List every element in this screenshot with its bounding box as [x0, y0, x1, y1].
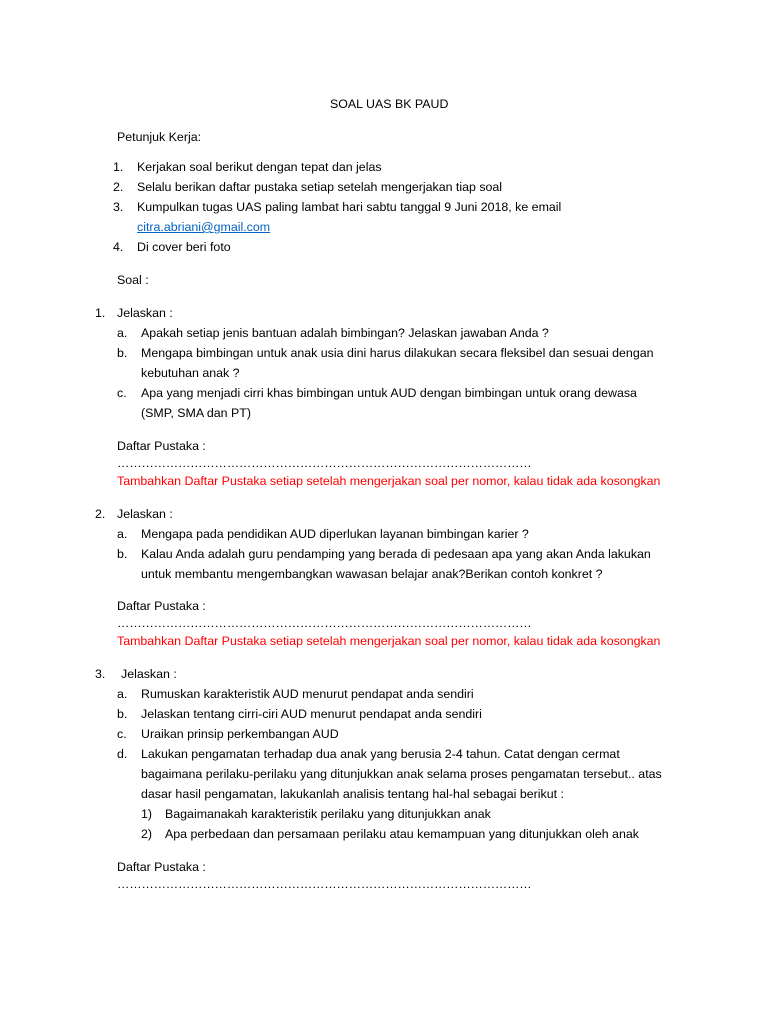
q2-a-letter: a. — [117, 527, 128, 541]
q3-a-letter: a. — [117, 687, 128, 701]
q1-b-line-1: Mengapa bimbingan untuk anak usia dini harus dilakukan secara fleksibel dan sesuai dengan — [141, 346, 654, 360]
q2-daftar-label: Daftar Pustaka : — [117, 599, 206, 613]
question-2-num: 2. — [95, 507, 106, 521]
q3-sub-item-1: Bagaimanakah karakteristik perilaku yang ditunjukkan anak — [165, 807, 491, 821]
q1-daftar-label: Daftar Pustaka : — [117, 439, 206, 453]
question-1-label: Jelaskan : — [117, 306, 173, 320]
q3-d-line-1: Lakukan pengamatan terhadap dua anak yang berusia 2-4 tahun. Catat dengan cermat — [141, 747, 620, 761]
petunjuk-heading: Petunjuk Kerja: — [117, 130, 202, 144]
question-1-num: 1. — [95, 306, 106, 320]
q3-d-line-3: dasar hasil pengamatan, lakukanlah analisis tentang hal-hal sebagai berikut : — [141, 787, 564, 801]
email-link[interactable]: citra.abriani@gmail.com — [137, 220, 271, 234]
petunjuk-item-1: Kerjakan soal berikut dengan tepat dan jelas — [137, 160, 382, 174]
q3-sub-num-2: 2) — [141, 827, 153, 841]
q3-daftar-label: Daftar Pustaka : — [117, 860, 206, 874]
document-title: SOAL UAS BK PAUD — [330, 97, 449, 111]
petunjuk-item-4: Di cover beri foto — [137, 240, 231, 254]
petunjuk-item-2: Selalu berikan daftar pustaka setiap setelah mengerjakan tiap soal — [137, 180, 503, 194]
q2-a-line-1: Mengapa pada pendidikan AUD diperlukan layanan bimbingan karier ? — [141, 527, 529, 541]
q1-c-line-2: (SMP, SMA dan PT) — [141, 406, 251, 420]
q2-b-line-2: untuk membantu mengembangkan wawasan belajar anak?Berikan contoh konkret ? — [141, 567, 603, 581]
q1-a-letter: a. — [117, 326, 128, 340]
question-3-label: Jelaskan : — [121, 667, 177, 681]
q3-d-line-2: bagaimana perilaku-perilaku yang ditunjukkan anak selama proses pengamatan tersebut.. atas — [141, 767, 662, 781]
q1-c-line-1: Apa yang menjadi cirri khas bimbingan untuk AUD dengan bimbingan untuk orang dewasa — [141, 386, 637, 400]
petunjuk-num-2: 2. — [113, 180, 124, 194]
q3-b-line-1: Jelaskan tentang cirri-ciri AUD menurut pendapat anda sendiri — [141, 707, 482, 721]
q1-a-line-1: Apakah setiap jenis bantuan adalah bimbingan? Jelaskan jawaban Anda ? — [141, 326, 549, 340]
petunjuk-item-3: Kumpulkan tugas UAS paling lambat hari sabtu tanggal 9 Juni 2018, ke email — [137, 200, 562, 214]
q2-note: Tambahkan Daftar Pustaka setiap setelah mengerjakan soal per nomor, kalau tidak ada kosongkan — [117, 634, 661, 648]
q2-daftar-dots: ………………………………………………………………………………………… — [117, 616, 532, 630]
question-3-num: 3. — [95, 667, 106, 681]
q3-c-line-1: Uraikan prinsip perkembangan AUD — [141, 727, 339, 741]
q3-sub-item-2: Apa perbedaan dan persamaan perilaku atau kemampuan yang ditunjukkan oleh anak — [165, 827, 639, 841]
q1-note: Tambahkan Daftar Pustaka setiap setelah mengerjakan soal per nomor, kalau tidak ada kosongkan — [117, 474, 661, 488]
q2-b-letter: b. — [117, 547, 128, 561]
q3-d-letter: d. — [117, 747, 128, 761]
q3-daftar-dots: ………………………………………………………………………………………… — [117, 877, 532, 891]
question-2-label: Jelaskan : — [117, 507, 173, 521]
petunjuk-num-1: 1. — [113, 160, 124, 174]
q2-b-line-1: Kalau Anda adalah guru pendamping yang berada di pedesaan apa yang akan Anda lakukan — [141, 547, 651, 561]
q3-b-letter: b. — [117, 707, 128, 721]
q3-c-letter: c. — [117, 727, 127, 741]
petunjuk-num-4: 4. — [113, 240, 124, 254]
q3-sub-num-1: 1) — [141, 807, 153, 821]
q1-b-letter: b. — [117, 346, 128, 360]
soal-heading: Soal : — [117, 273, 149, 287]
q1-c-letter: c. — [117, 386, 127, 400]
q3-a-line-1: Rumuskan karakteristik AUD menurut pendapat anda sendiri — [141, 687, 474, 701]
q1-daftar-dots: ………………………………………………………………………………………… — [117, 456, 532, 470]
petunjuk-num-3: 3. — [113, 200, 124, 214]
q1-b-line-2: kebutuhan anak ? — [141, 366, 240, 380]
